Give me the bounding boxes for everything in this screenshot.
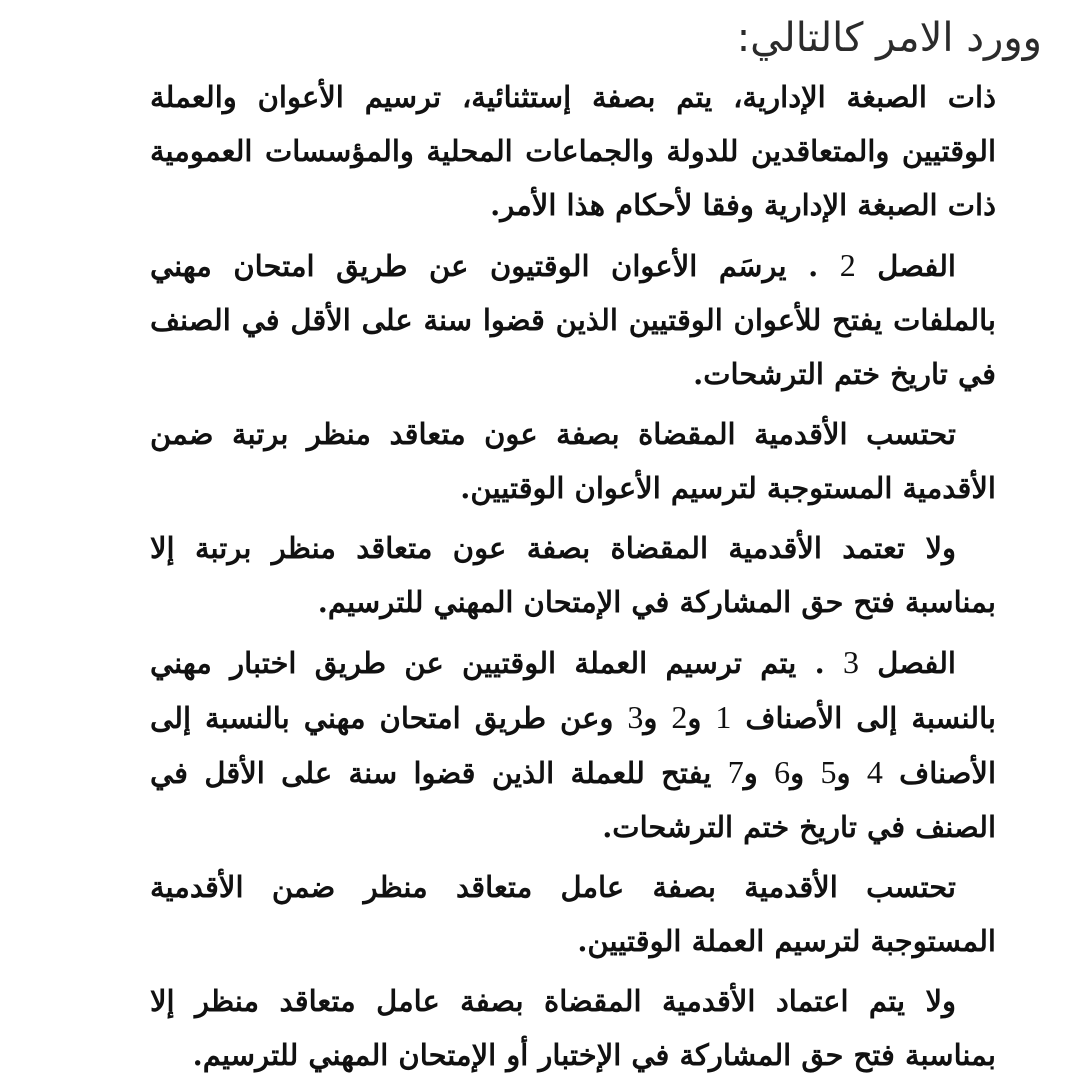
scanned-document — [150, 70, 996, 1082]
paragraph-article-3 — [150, 635, 996, 854]
category-number: 5 — [820, 754, 837, 790]
article-label: الفصل — [859, 646, 956, 680]
category-number: 2 — [671, 699, 688, 735]
paragraph-intro — [150, 70, 996, 232]
category-number: 4 — [866, 754, 883, 790]
header-caption: وورد الامر كالتالي: — [736, 15, 1042, 61]
conjunction: و — [643, 701, 672, 735]
conjunction: و — [743, 756, 775, 790]
paragraph-text: وعن طريق امتحان مهني بالنسبة إلى الأصناف — [150, 701, 997, 790]
article-number: 2 — [839, 247, 856, 283]
paragraph-text: يفتح للعملة الذين قضوا سنة على الأقل في الصنف في تاريخ ختم الترشحات. — [150, 756, 996, 844]
paragraph-article-2 — [150, 238, 996, 401]
conjunction: و — [836, 756, 867, 790]
category-number: 7 — [727, 754, 744, 790]
category-number: 3 — [627, 699, 644, 735]
paragraph-text: تحتسب الأقدمية المقضاة بصفة عون متعاقد منظر برتبة ضمن الأقدمية المستوجبة لترسيم الأعوان الوقتيين. — [150, 417, 996, 505]
paragraph-text: ذات الصبغة الإدارية، يتم بصفة إستثنائية، ترسيم الأعوان والعملة الوقتيين والمتعاقدين للدولة والجماعات المحلية والمؤسسات العمومية ذات الصبغة الإدارية وفقا لأحكام هذا الأمر. — [150, 80, 996, 222]
paragraph-seniority-workers-condition — [150, 974, 996, 1082]
conjunction: و — [790, 756, 821, 790]
paragraph-text: ولا يتم اعتماد الأقدمية المقضاة بصفة عامل متعاقد منظر إلا بمناسبة فتح حق المشاركة في الإختبار أو الإمتحان المهني للترسيم. — [150, 984, 996, 1072]
paragraph-text: . يتم ترسيم العملة الوقتيين عن طريق اختبار مهني بالنسبة إلى الأصناف — [150, 646, 996, 735]
paragraph-text: تحتسب الأقدمية بصفة عامل متعاقد منظر ضمن الأقدمية المستوجبة لترسيم العملة الوقتيين. — [150, 870, 996, 958]
article-label: الفصل — [855, 249, 956, 283]
paragraph-text: . يرسَم الأعوان الوقتيون عن طريق امتحان مهني بالملفات يفتح للأعوان الوقتيين الذين قضوا سنة على الأقل في الصنف في تاريخ ختم الترشحات. — [150, 249, 996, 391]
category-number: 1 — [715, 699, 732, 735]
conjunction: و — [687, 701, 716, 735]
article-number: 3 — [843, 644, 860, 680]
paragraph-seniority-agents — [150, 407, 996, 515]
paragraph-seniority-workers — [150, 860, 996, 968]
paragraph-seniority-agents-condition — [150, 521, 996, 629]
paragraph-text: ولا تعتمد الأقدمية المقضاة بصفة عون متعاقد منظر برتبة إلا بمناسبة فتح حق المشاركة في الإمتحان المهني للترسيم. — [150, 531, 996, 619]
category-number: 6 — [774, 754, 791, 790]
